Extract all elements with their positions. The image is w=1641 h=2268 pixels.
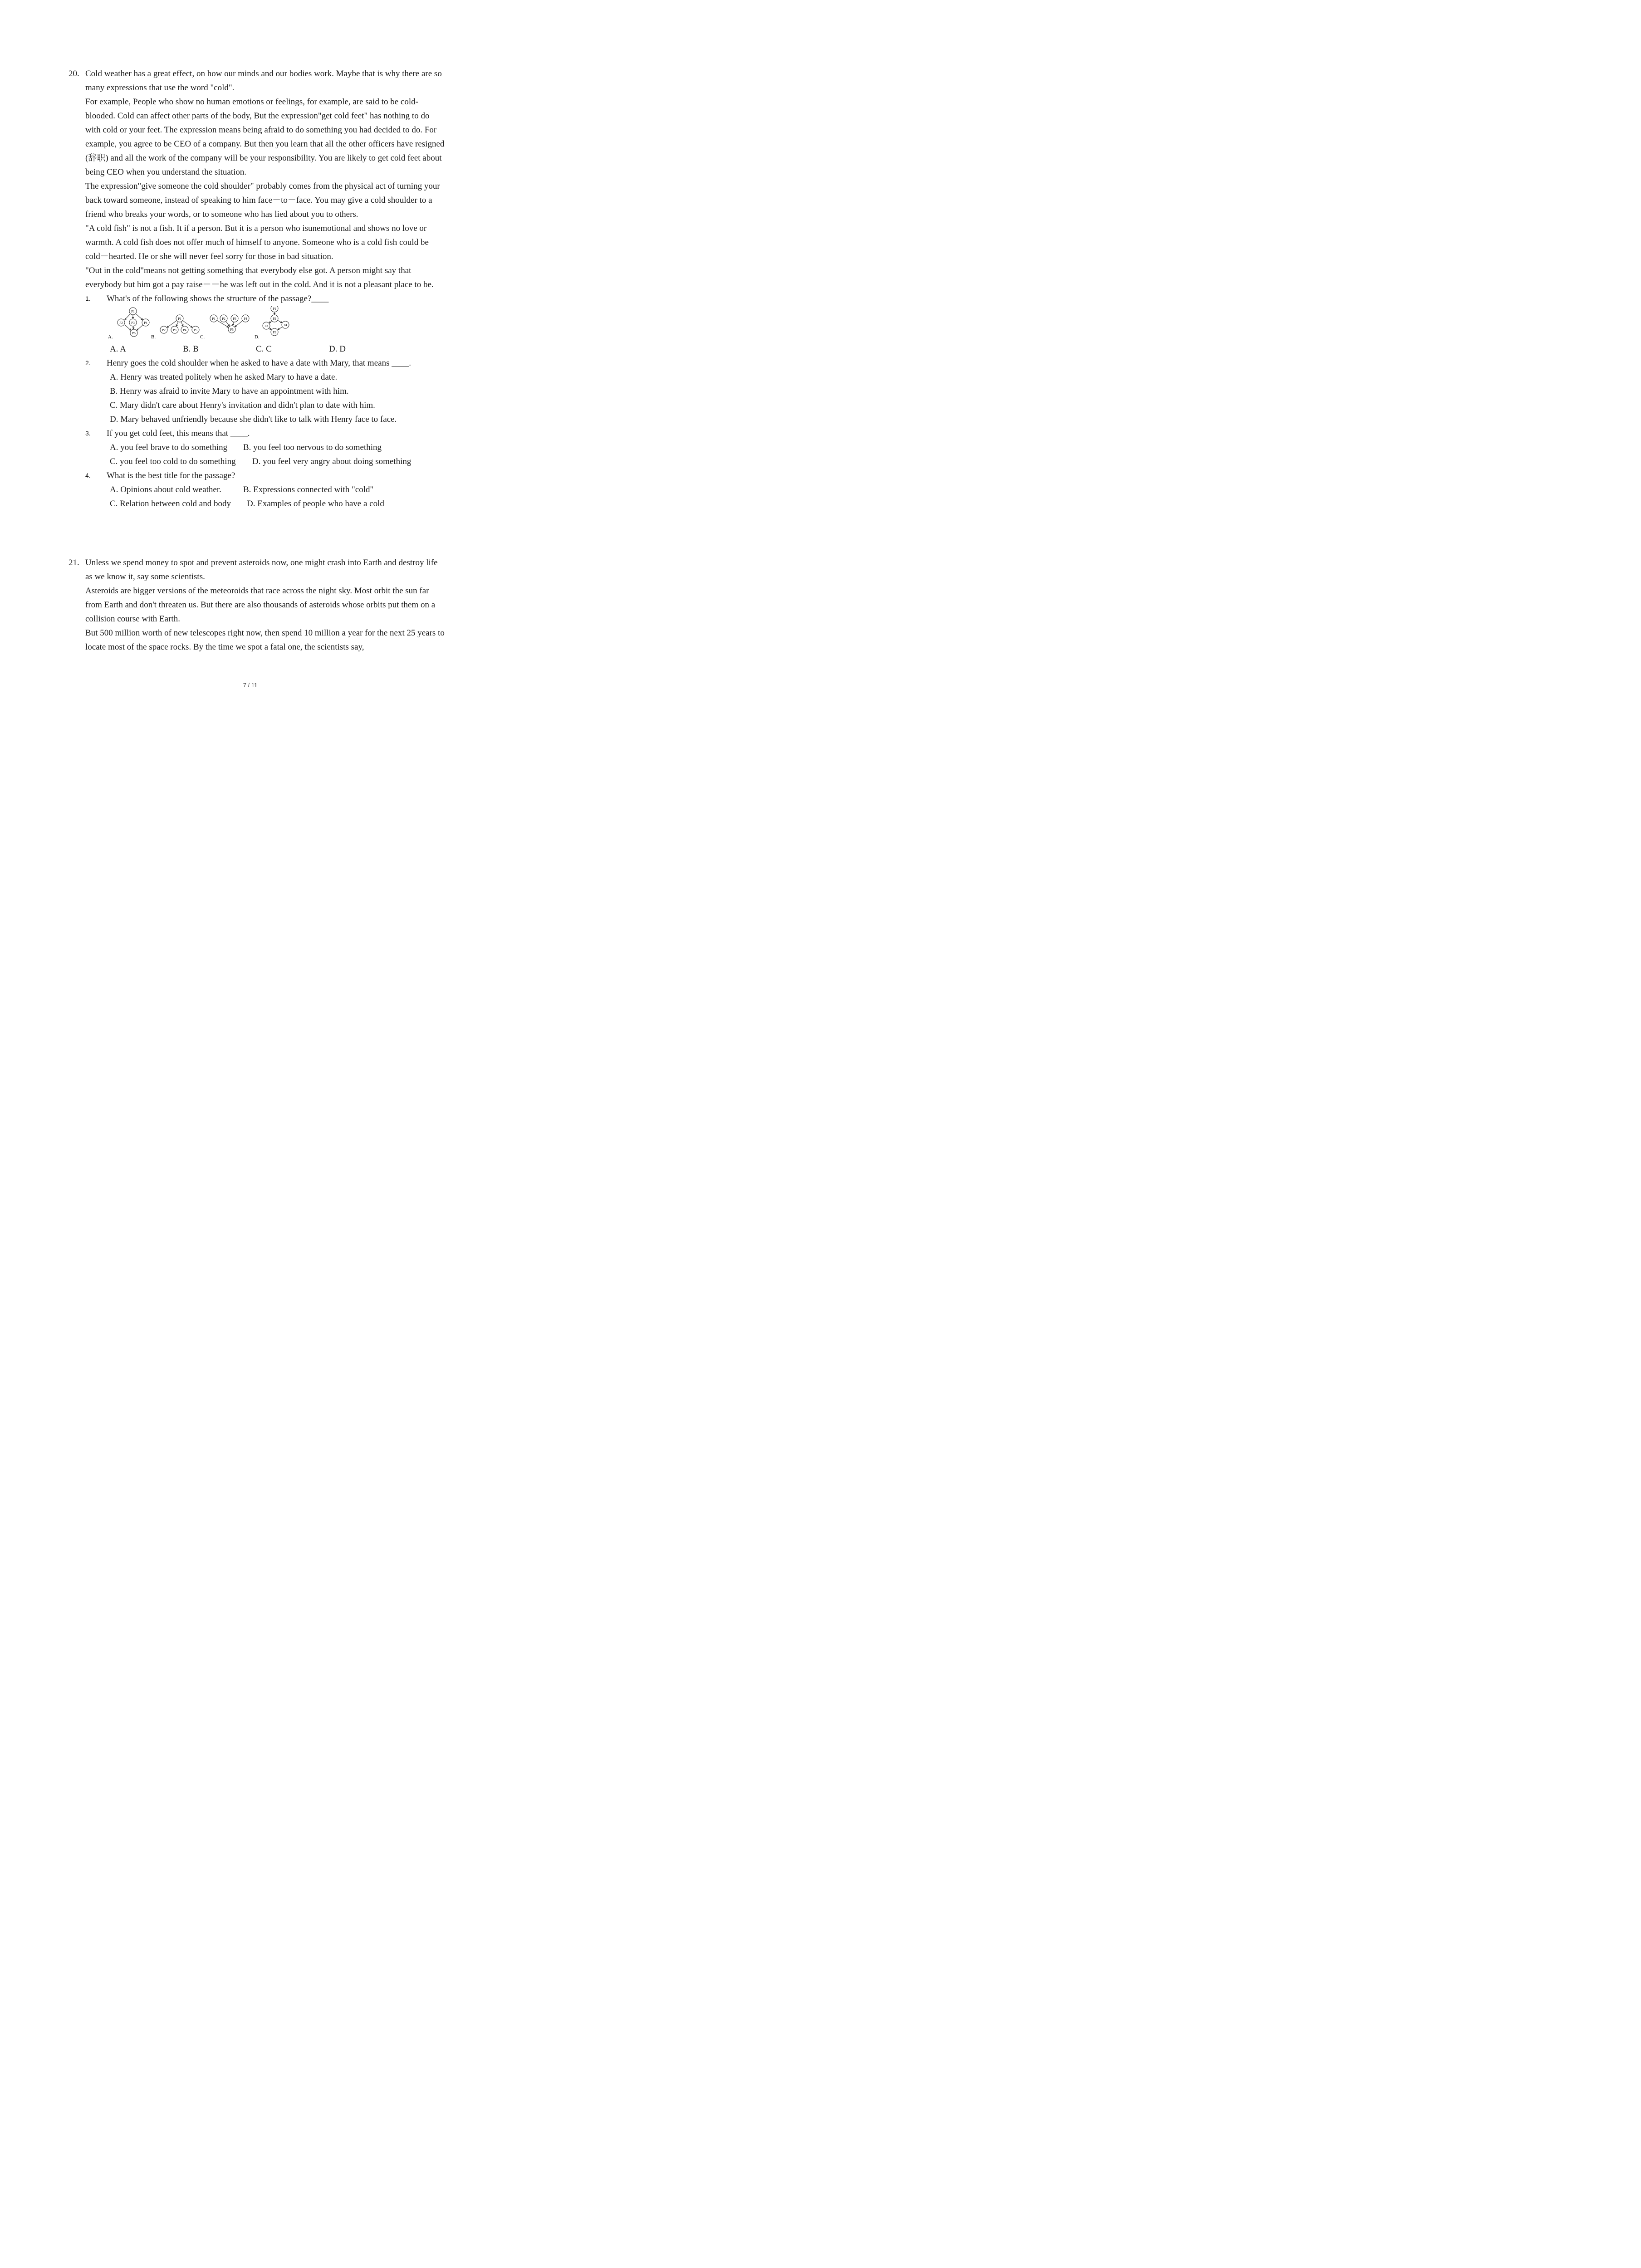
- diagram-a-edge-head: [132, 327, 134, 329]
- diagram-c-label: C.: [200, 334, 205, 340]
- svg-text:P5: P5: [230, 328, 234, 332]
- passage-paragraph-1: Cold weather has a great effect, on how our minds and our bodies work. Maybe that is why there are so many expressions that use the word "cold".: [85, 69, 442, 93]
- sub-question-1: [69, 292, 445, 356]
- sub-question-text: What is the best title for the passage?: [107, 471, 235, 480]
- option-row: [110, 497, 445, 511]
- structure-diagram-figure: [107, 306, 297, 342]
- option-list: [110, 370, 445, 426]
- option-b[interactable]: B. you feel too nervous to do something: [243, 443, 382, 452]
- option-row: [110, 440, 445, 455]
- diagram-c-node-p4: [242, 315, 249, 322]
- sub-question-text: Henry goes the cold shoulder when he asked to have a date with Mary, that means ____.: [107, 358, 411, 368]
- exam-page: [0, 0, 500, 708]
- diagram-b-edge-head: [191, 326, 193, 327]
- sub-question-number: 2.: [85, 359, 91, 367]
- sub-question-2: [69, 356, 445, 426]
- svg-text:P5: P5: [132, 332, 136, 335]
- diagram-b-label: B.: [151, 334, 156, 340]
- question-21: [69, 556, 445, 654]
- option-a[interactable]: A. Henry was treated politely when he asked Mary to have a date.: [110, 372, 338, 382]
- sub-question-number: 3.: [85, 430, 91, 437]
- svg-text:P3: P3: [131, 321, 135, 325]
- page-number: 7 / 11: [243, 682, 258, 689]
- diagram-b-node-p5: [192, 326, 199, 333]
- option-d[interactable]: D. you feel very angry about doing something: [252, 457, 411, 466]
- passage-paragraph-3: The expression"give someone the cold shoulder" probably comes from the physical act of turning your back toward someone, instead of speaking to him face－to－face. You may give a cold shoulder to a friend who breaks your words, or to someone who has lied about you to others.: [85, 181, 440, 219]
- svg-text:P4: P4: [244, 317, 247, 321]
- svg-text:P3: P3: [233, 317, 236, 321]
- passage-paragraph-2: Asteroids are bigger versions of the meteoroids that race across the night sky. Most orbit the sun far from Earth and don't threaten us. But there are also thousands of asteroids whose orbits put them on a collision course with Earth.: [85, 586, 436, 624]
- diagram-b-edge-head: [167, 326, 169, 327]
- diagram-a-label: A.: [108, 334, 113, 340]
- diagram-a-node-p4: [142, 319, 149, 326]
- option-b[interactable]: B. B: [183, 344, 199, 354]
- option-c[interactable]: C. you feel too cold to do something: [110, 457, 236, 466]
- diagram-b-node-p4: [181, 326, 188, 333]
- svg-text:P3: P3: [173, 328, 176, 332]
- diagram-a-node-p5: [130, 329, 137, 337]
- sub-question-4: [69, 469, 445, 511]
- question-number: 21.: [69, 558, 79, 567]
- diagram-d-node-p2: [271, 315, 278, 322]
- passage-paragraph-3: But 500 million worth of new telescopes right now, then spend 10 million a year for the next 25 years to locate most of the space rocks. By the time we spot a fatal one, the scientists say,: [85, 628, 445, 652]
- svg-text:P2: P2: [119, 321, 123, 325]
- option-a[interactable]: A. you feel brave to do something: [110, 443, 228, 452]
- option-d[interactable]: D. Examples of people who have a cold: [247, 499, 384, 508]
- option-c[interactable]: C. Relation between cold and body: [110, 499, 231, 508]
- svg-text:P4: P4: [144, 321, 147, 325]
- diagram-a-node-p3: [129, 319, 137, 326]
- svg-text:P4: P4: [284, 323, 287, 327]
- sub-question-number: 4.: [85, 472, 91, 479]
- diagram-c-node-p3: [231, 315, 238, 322]
- svg-text:P2: P2: [222, 317, 225, 321]
- diagram-d-node-p3: [263, 322, 270, 329]
- svg-text:P1: P1: [212, 317, 216, 321]
- question-20-passage: [85, 67, 445, 292]
- option-list: [110, 440, 445, 469]
- sub-question-number: 1.: [85, 295, 91, 302]
- diagram-a-node-p2: [118, 319, 125, 326]
- diagram-d-edge-head: [269, 328, 272, 330]
- diagram-b-node-p3: [171, 326, 178, 333]
- diagram-b-node-p2: [160, 326, 167, 333]
- svg-text:P1: P1: [131, 310, 135, 313]
- question-20: [69, 67, 445, 511]
- option-a[interactable]: A. A: [110, 344, 126, 354]
- passage-paragraph-4: "A cold fish" is not a fish. It if a person. But it is a person who isunemotional and shows no love or warmth. A cold fish does not offer much of himself to anyone. Someone who is a cold fish could be cold－hearted. He or she will never feel sorry for those in bad situation.: [85, 224, 429, 261]
- diagram-c-edge-head: [232, 324, 234, 326]
- svg-text:P1: P1: [178, 317, 181, 321]
- diagram-c-node-p5: [228, 326, 235, 333]
- diagram-d-node-p5: [271, 328, 278, 336]
- option-a[interactable]: A. Opinions about cold weather.: [110, 485, 221, 494]
- option-d[interactable]: D. D: [329, 344, 346, 354]
- diagram-b-node-p1: [176, 315, 183, 322]
- option-b[interactable]: B. Expressions connected with "cold": [243, 485, 374, 494]
- passage-paragraph-2: For example, People who show no human emotions or feelings, for example, are said to be cold-blooded. Cold can affect other parts of the body, But the expression"get cold feet" has nothing to do with cold or your feet. The expression means being afraid to do something you had decided to do. For example, you agree to be CEO of a company. But then you learn that all the other officers have resigned (辞职) and all the work of the company will be your responsibility. You are likely to get cold feet about being CEO when you understand the situation.: [85, 97, 445, 177]
- option-d[interactable]: D. Mary behaved unfriendly because she didn't like to talk with Henry face to face.: [110, 415, 397, 424]
- svg-text:P2: P2: [273, 317, 276, 321]
- passage-paragraph-1: Unless we spend money to spot and prevent asteroids now, one might crash into Earth and destroy life as we know it, say some scientists.: [85, 558, 438, 582]
- sub-question-text: If you get cold feet, this means that ____.: [107, 429, 250, 438]
- svg-text:P3: P3: [265, 324, 268, 328]
- option-list: [110, 483, 445, 511]
- diagram-d-node-p4: [282, 321, 289, 328]
- sub-question-text: What's of the following shows the structure of the passage?____: [107, 294, 329, 303]
- option-c[interactable]: C. C: [256, 344, 272, 354]
- diagram-a-edge-head: [132, 317, 134, 319]
- diagram-d-edge-head: [274, 313, 276, 315]
- option-row: [110, 342, 445, 356]
- option-c[interactable]: C. Mary didn't care about Henry's invitation and didn't plan to date with him.: [110, 401, 375, 410]
- svg-text:P4: P4: [183, 328, 186, 332]
- diagram-a-node-p1: [129, 308, 137, 315]
- option-row: [110, 455, 445, 469]
- svg-text:P1: P1: [273, 307, 276, 311]
- passage-paragraph-5: "Out in the cold"means not getting something that everybody else got. A person might say that everybody but him got a pay raise－－he was left out in the cold. And it is not a pleasant place to be.: [85, 266, 434, 289]
- option-row: [110, 483, 445, 497]
- diagram-c-node-p1: [210, 315, 217, 322]
- svg-text:P2: P2: [162, 328, 166, 332]
- sub-question-3: [69, 426, 445, 469]
- svg-text:P5: P5: [273, 331, 276, 334]
- svg-text:P5: P5: [194, 328, 197, 332]
- option-b[interactable]: B. Henry was afraid to invite Mary to have an appointment with him.: [110, 386, 349, 396]
- question-number: 20.: [69, 69, 79, 78]
- diagram-d-label: D.: [255, 334, 260, 340]
- diagram-c-node-p2: [220, 315, 227, 322]
- structure-diagrams: [107, 306, 445, 342]
- question-21-passage: [85, 556, 445, 654]
- diagram-d-node-p1: [271, 306, 278, 312]
